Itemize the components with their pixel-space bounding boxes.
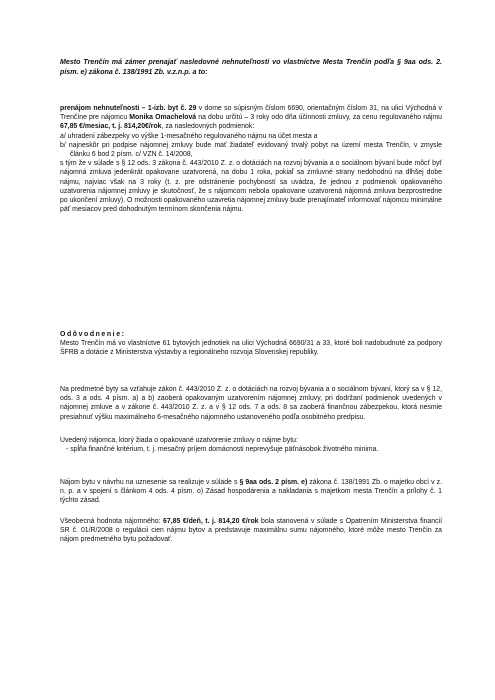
lease-text-b: na dobu určitú – 3 roky odo dňa účinnosti zmluvy, za cenu regulovaného nájmu [196,114,443,122]
lease-title: prenájom nehnuteľnosti – 1-izb. byt č. 29 [60,105,197,112]
reasoning-section [60,330,442,358]
lease-section [60,104,442,214]
lease-text-c: , za nasledovných podmienok: [161,123,255,131]
tenant-condition-item: - spĺňa finančné kritérium, t. j. mesačný príjem domácnosti neprevyšuje päťnásobok životného minima. [66,446,379,454]
lease-paragraph [60,104,442,132]
tenant-conditions-intro: Uvedený nájomca, ktorý žiada o opakované uzatvorenie zmluvy o nájme bytu: [60,437,298,444]
condition-a: a/ uhradení zábezpeky vo výške 1-mesačného regulovaného nájmu na účet mesta a [60,132,318,140]
general-value-text-a: Všeobecná hodnota nájomného: [60,518,164,525]
general-value-paragraph [60,517,442,545]
tenant-name: Monika Omachelová [129,114,197,122]
legal-basis-text-a: Nájom bytu v návrhu na uznesenie sa realizuje v súlade s [60,479,240,486]
legal-refs-paragraph: Na predmetné byty sa vzťahuje zákon č. 443/2010 Z. z. o dotáciách na rozvoj bývania a o sociálnom bývaní, ktorý sa v § 12, ods. 3 a ods. 4 písm. a) a b) zaoberá opakovaným uzatvorením nájomnej zmluvy, pri dodržaní podmienok uvedených v nájomnej zmluve a v zákone č. 443/2010 Z. z. a v § 12 ods. 7 a ods. 8 sa zaoberá finančnou zábezpekou, ktorá nesmie presiahnuť výšku maximálneho 6-mesačného nájomného ustanoveného podľa osobitného predpisu. [60,386,442,421]
reasoning-text: Mesto Trenčín má vo vlastníctve 61 bytových jednotiek na ulici Východná 6690/31 a 33, ktoré boli nadobudnuté za podpory ŠFRB a dotácie z Ministerstva výstavby a regionálneho rozvoja Slovenskej republiky. [60,340,442,357]
lease-text-a: v dome so súpisným číslom 6690, orientačným číslom 31, na ulici Východná v Trenčíne pre nájomcu [60,105,443,122]
intro-paragraph: Mesto Trenčín má zámer prenajať nasledovné nehnuteľnosti vo vlastníctve Mesta Trenčín podľa § 9aa ods. 2. písm. e) zákona č. 138/1991 Zb. v.z.n.p. a to: [60,58,442,76]
rent-amount: 67,85 €/mesiac, t. j. 814,20€/rok [60,123,162,131]
general-value-amount: 67,85 €/deň, t. j. 814,20 €/rok [163,518,259,525]
extension-paragraph: s tým že v súlade s § 12 ods. 3 zákona č. 443/2010 Z. z. o dotáciách na rozvoj bývania a o sociálnom bývaní bude môcť byť nájomná zmluva jedenkrát opakovane uzatvorená, na dobu 1 roka, pokiaľ sa zmluvné strany nedohodnú na dlhšej dobe nájmu, najviac však na 3 roky (t. z. pre odstránenie pochybností sa uvádza, že jednou z podmienok opakovaného uzatvorenia nájomnej zmluvy je skutočnosť, že s nájomcom nebola opakovane uzatvorená nájomná zmluva bezprostredne po ukončení zmluvy). O možnosti opakovaného uzavretia nájomnej zmluvy bude prenajímateľ informovať nájomcu minimálne päť mesiacov pred dohodnutým termínom skončenia nájmu. [60,160,442,214]
condition-b: b/ najneskôr pri podpise nájomnej zmluvy bude mať žiadateľ evidovaný trvalý pobyt na území mesta Trenčín, v zmysle článku 6 bod 2 písm. c/ VZN č. 14/2008, [60,141,442,159]
legal-basis-paragraph [60,478,442,506]
reasoning-heading: Odôvodnenie: [60,331,126,338]
legal-basis-ref: § 9aa ods. 2 písm. e) [239,479,308,486]
tenant-conditions-section [60,436,442,454]
legal-basis-text-b: zákona č. 138/1991 Zb. o majetku obcí v z. n. p. a v spojení s článkom 4 ods. 4 písm. o) Zásad hospodárenia a nakladania s majetkom mesta Trenčín a prílohy č. 1 týchto zásad. [60,479,442,505]
general-value-text-b: bola stanovená v súlade s Opatrením Ministerstva financií SR č. 01/R/2008 o regulácii cien nájmu bytov a predstavuje maximálnu sumu nájomného, ktoré môže mesto Trenčín za nájom predmetného bytu požadovať. [60,518,442,544]
